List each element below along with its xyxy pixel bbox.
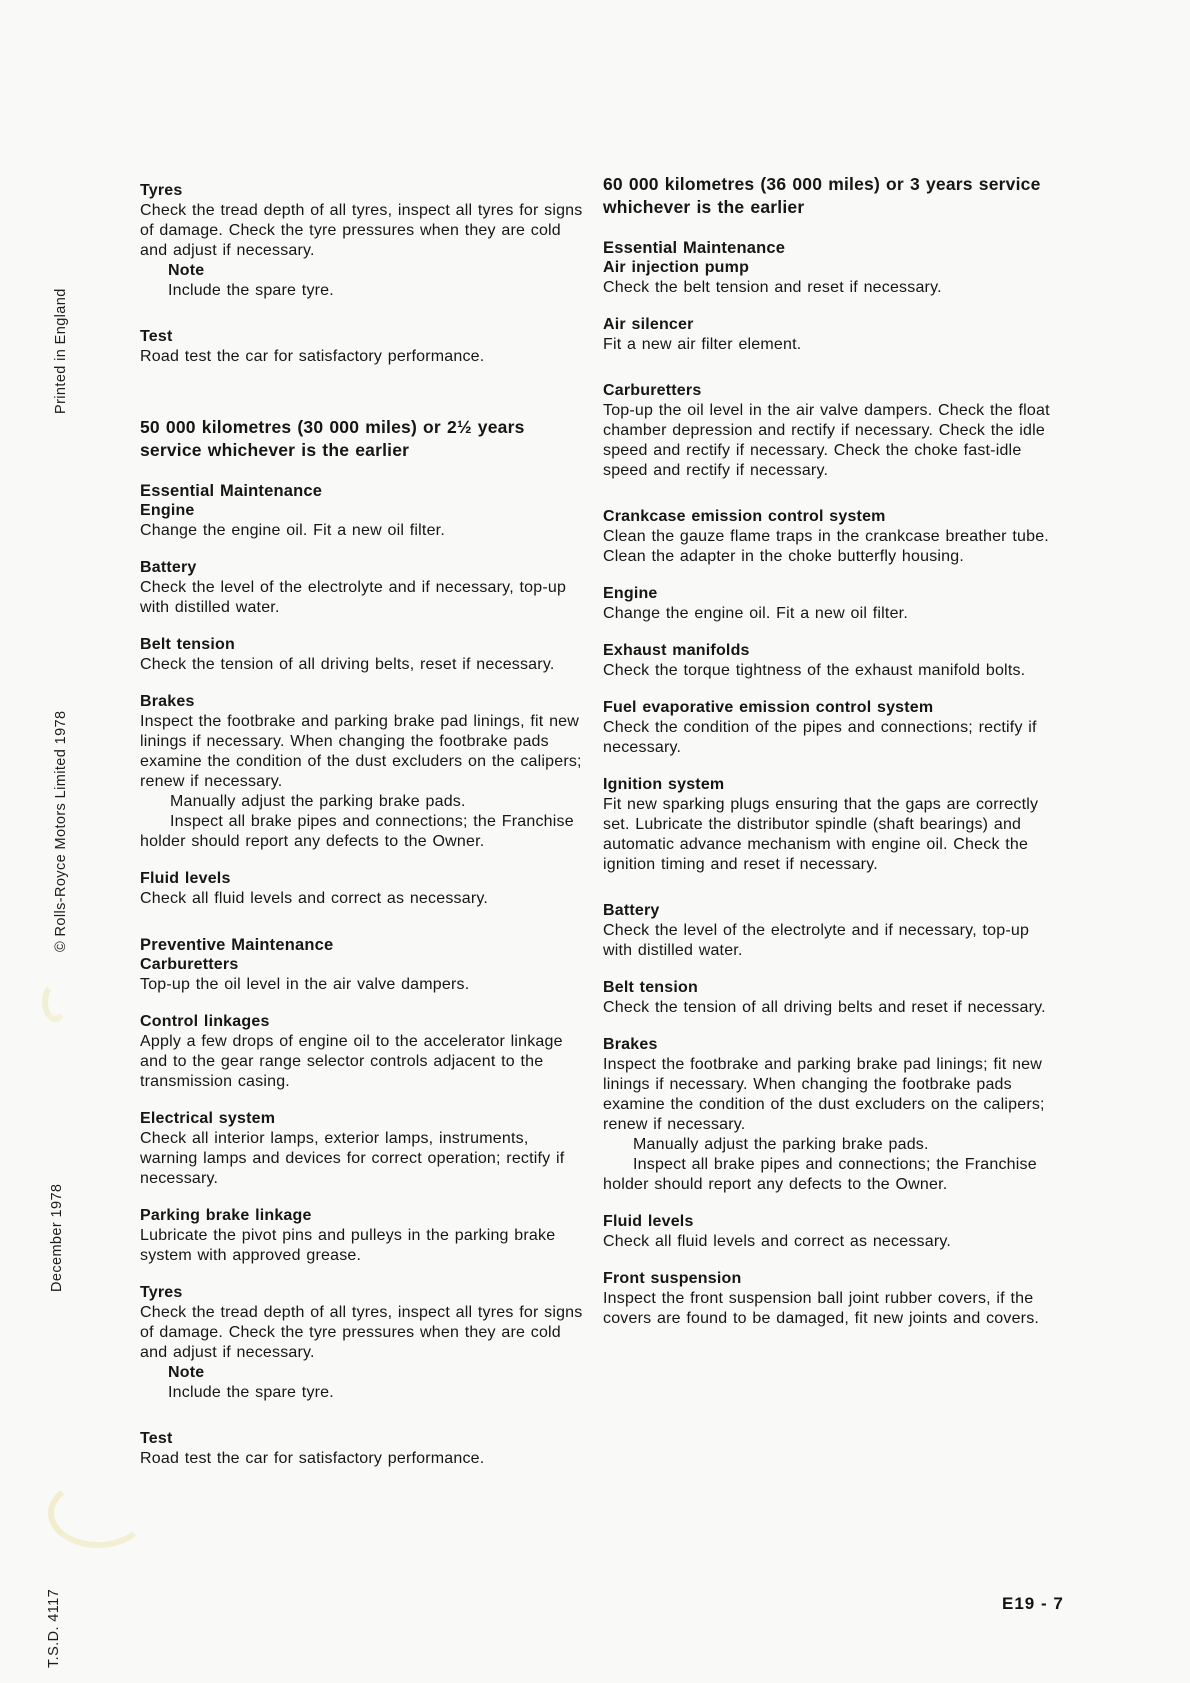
section-heading: Engine [140,502,195,519]
section-body: Check all fluid levels and correct as necessary. [140,890,489,907]
section-heading: Engine [603,585,658,602]
section-body: Top-up the oil level in the air valve dampers. Check the float chamber depression and rectify if necessary. Check the idle speed and rectify if necessary. Check the choke fast-idle speed and rectify if necessary. [603,402,1050,479]
paper-stain [48,1478,148,1548]
section-body: Check all fluid levels and correct as necessary. [603,1233,952,1250]
section-engine [603,584,1063,624]
note-text: Include the spare tyre. [168,1384,334,1401]
section-body: Road test the car for satisfactory performance. [140,348,485,365]
section-fluid-levels [140,869,585,909]
section-body: Top-up the oil level in the air valve dampers. [140,976,470,993]
section-heading: Test [140,1430,173,1447]
printed-in-england-note: Printed in England [53,288,69,414]
section-air-injection-pump [603,238,1063,298]
section-body: Check the tension of all driving belts, reset if necessary. [140,656,555,673]
section-body: Inspect the footbrake and parking brake pad linings; fit new linings if necessary. When changing the footbrake pads examine the condition of the dust excluders on the calipers; renew if necessary. [603,1056,1045,1133]
section-heading: Parking brake linkage [140,1207,312,1224]
section-brakes [140,692,585,852]
copyright-note: © Rolls-Royce Motors Limited 1978 [53,710,69,952]
section-body: Change the engine oil. Fit a new oil filter. [140,522,445,539]
section-body: Inspect all brake pipes and connections; the Franchise holder should report any defects to the Owner. [140,813,574,850]
section-front-suspension [603,1269,1063,1329]
note-label: Note [168,262,205,279]
section-heading: Battery [140,559,197,576]
group-label-essential-maintenance: Essential Maintenance [603,239,786,257]
section-body: Fit a new air filter element. [603,336,802,353]
section-brakes [603,1035,1063,1195]
section-parking-brake-linkage [140,1206,585,1266]
section-body: Fit new sparking plugs ensuring that the gaps are correctly set. Lubricate the distributor spindle (shaft bearings) and automatic advance mechanism with engine oil. Check the ignition timing and reset if necessary. [603,796,1039,873]
section-body: Inspect the footbrake and parking brake pad linings, fit new linings if necessary. When changing the footbrake pads examine the condition of the dust excluders on the calipers; renew if necessary. [140,713,582,790]
section-tyres [140,181,585,301]
section-heading: Crankcase emission control system [603,508,886,525]
left-column [140,181,585,1486]
section-carburetters [603,381,1063,481]
section-body: Check the level of the electrolyte and if necessary, top-up with distilled water. [140,579,567,616]
section-belt-tension [603,978,1063,1018]
section-heading: Belt tension [140,636,235,653]
date-note: December 1978 [49,1183,65,1292]
section-body: Clean the gauze flame traps in the crankcase breather tube. Clean the adapter in the choke butterfly housing. [603,528,1049,565]
group-label-preventive-maintenance: Preventive Maintenance [140,936,334,954]
section-body: Check the belt tension and reset if necessary. [603,279,942,296]
section-battery [603,901,1063,961]
section-fuel-evaporative-emission [603,698,1063,758]
section-heading: Control linkages [140,1013,270,1030]
section-control-linkages [140,1012,585,1092]
section-engine [140,481,585,541]
service-interval-header-50000: 50 000 kilometres (30 000 miles) or 2½ years service whichever is the earlier [140,417,525,460]
section-body: Check the level of the electrolyte and if necessary, top-up with distilled water. [603,922,1030,959]
section-heading: Carburetters [603,382,702,399]
section-heading: Air silencer [603,316,694,333]
section-heading: Ignition system [603,776,725,793]
section-heading: Front suspension [603,1270,742,1287]
tsd-number-note: T.S.D. 4117 [46,1588,62,1668]
section-body: Inspect all brake pipes and connections; the Franchise holder should report any defects to the Owner. [603,1156,1037,1193]
section-test [140,327,585,367]
section-crankcase-emission [603,507,1063,567]
service-interval-header-60000: 60 000 kilometres (36 000 miles) or 3 years service whichever is the earlier [603,174,1041,217]
section-body: Lubricate the pivot pins and pulleys in the parking brake system with approved grease. [140,1227,556,1264]
section-exhaust-manifolds [603,641,1063,681]
section-heading: Brakes [603,1036,658,1053]
section-heading: Battery [603,902,660,919]
note-label: Note [168,1364,205,1381]
section-body: Change the engine oil. Fit a new oil filter. [603,605,908,622]
section-heading: Tyres [140,182,183,199]
section-body: Check the tension of all driving belts and reset if necessary. [603,999,1046,1016]
section-body: Check the tread depth of all tyres, inspect all tyres for signs of damage. Check the tyre pressures when they are cold and adjust if necessary. [140,202,583,259]
section-heading: Carburetters [140,956,239,973]
section-heading: Air injection pump [603,259,750,276]
section-fluid-levels [603,1212,1063,1252]
section-ignition-system [603,775,1063,875]
section-heading: Fluid levels [140,870,231,887]
section-heading: Electrical system [140,1110,276,1127]
section-heading: Fuel evaporative emission control system [603,699,934,716]
section-body: Road test the car for satisfactory performance. [140,1450,485,1467]
section-tyres [140,1283,585,1403]
section-heading: Fluid levels [603,1213,694,1230]
section-battery [140,558,585,618]
section-heading: Brakes [140,693,195,710]
section-heading: Belt tension [603,979,698,996]
group-label-essential-maintenance: Essential Maintenance [140,482,323,500]
section-body: Inspect the front suspension ball joint rubber covers, if the covers are found to be damaged, fit new joints and covers. [603,1290,1040,1327]
paper-stain [42,982,68,1022]
section-heading: Test [140,328,173,345]
right-column [603,173,1063,1346]
section-body: Check the torque tightness of the exhaust manifold bolts. [603,662,1026,679]
section-body: Apply a few drops of engine oil to the accelerator linkage and to the gear range selector controls adjacent to the transmission casing. [140,1033,563,1090]
section-electrical-system [140,1109,585,1189]
section-body: Check the condition of the pipes and connections; rectify if necessary. [603,719,1037,756]
section-body: Check the tread depth of all tyres, inspect all tyres for signs of damage. Check the tyre pressures when they are cold and adjust if necessary. [140,1304,583,1361]
page-number: E19 - 7 [1002,1594,1064,1613]
section-body: Manually adjust the parking brake pads. [633,1136,929,1153]
section-body: Check all interior lamps, exterior lamps, instruments, warning lamps and devices for correct operation; rectify if necessary. [140,1130,565,1187]
section-carburetters [140,935,585,995]
section-test [140,1429,585,1469]
section-belt-tension [140,635,585,675]
section-heading: Tyres [140,1284,183,1301]
section-heading: Exhaust manifolds [603,642,750,659]
note-text: Include the spare tyre. [168,282,334,299]
section-body: Manually adjust the parking brake pads. [170,793,466,810]
section-air-silencer [603,315,1063,355]
